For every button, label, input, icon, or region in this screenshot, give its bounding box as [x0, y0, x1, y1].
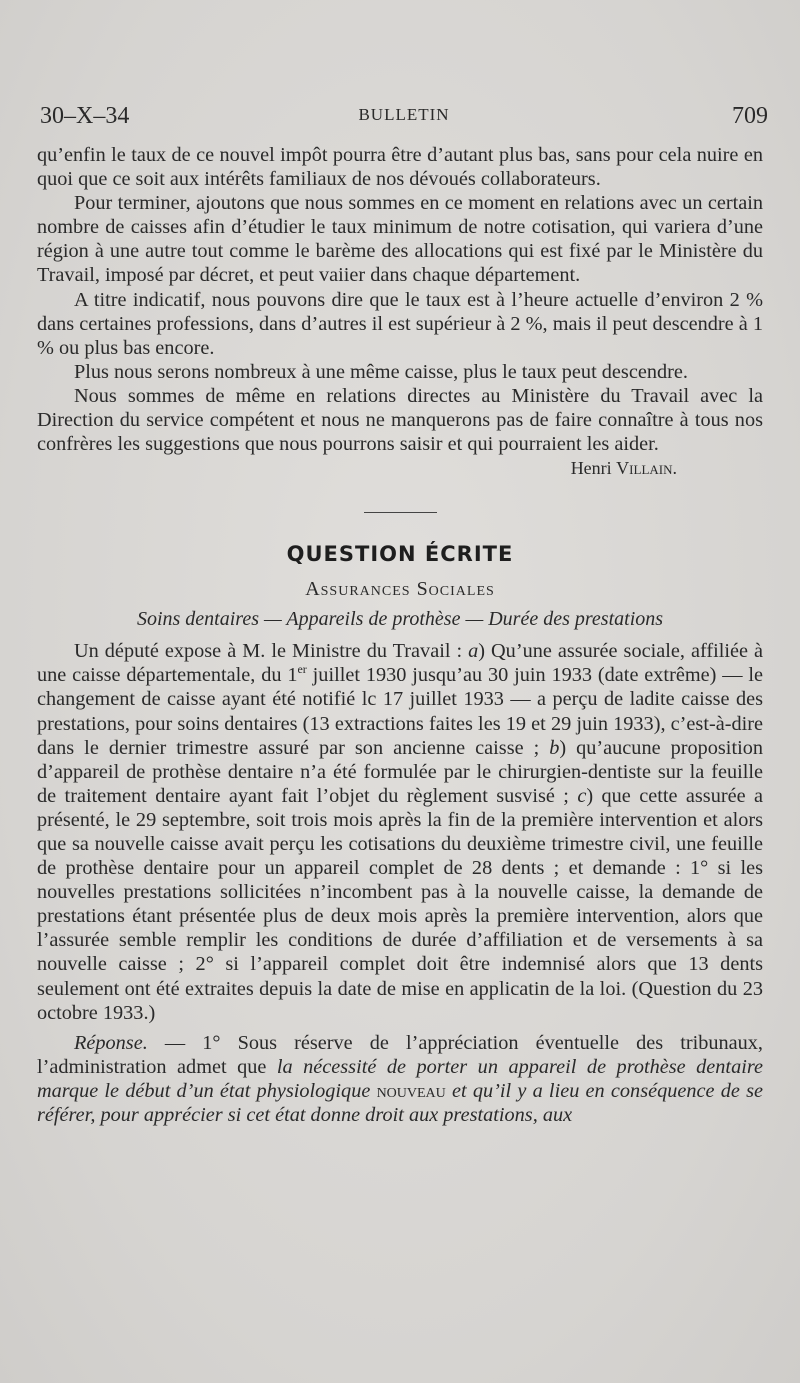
- article-paragraph: qu’enfin le taux de ce nouvel impôt pourra être d’autant plus bas, sans pour cela nuire en quoi que ce soit aux intérêts familiaux de nos dévoués collaborateurs.: [37, 144, 763, 191]
- page-number: 709: [732, 103, 768, 129]
- author-signature: [37, 456, 763, 480]
- running-header: [40, 103, 768, 137]
- issue-date: 30–X–34: [40, 103, 130, 129]
- question-paragraph: Un député expose à M. le Ministre du Travail : a) Qu’une assurée sociale, affiliée à une caisse départementale, du 1er juillet 1930 jusqu’au 30 juin 1933 (date extrême) — le changement de caisse ayant été notifié lc 17 juillet 1933 — a perçu de ladite caisse des prestations, pour soins dentaires (13 extractions faites les 19 et 29 juin 1933), c’est-à-dire dans le dernier trimestre assuré par son ancienne caisse ; b) qu’aucune proposition d’appareil de prothèse dentaire n’a été formulée par le chirurgien-dentiste sur la feuille de traitement dentaire ayant fait l’objet du règlement susvisé ; c) que cette assurée a présenté, le 29 septembre, soit trois mois après la fin de la première intervention et alors que sa nouvelle caisse avait perçu les cotisations du deuxième trimestre civil, une feuille de prothèse dentaire pour un appareil complet de 28 dents ; et demande : 1° si les nouvelles prestations sollicitées n’incombent pas à la nouvelle caisse, la demande de prestations étant présentée plus de deux mois après la première intervention, alors que l’assurée semble remplir les conditions de durée d’affiliation et de versements à sa nouvelle caisse ; 2° si l’appareil complet doit être indemnisé alors que 13 dents seulement ont été extraites depuis la date de mise en applicatin de la loi. (Question du 23 octobre 1933.): [37, 640, 764, 1024]
- reply-label: Réponse.: [74, 1031, 148, 1054]
- question-title: QUESTION ÉCRITE: [286, 542, 514, 567]
- question-section: Assurances Sociales: [305, 578, 495, 601]
- author-last-name: Villain.: [616, 458, 677, 479]
- article-paragraph: Nous sommes de même en relations directes au Ministère du Travail avec la Direction du service compétent et nous ne manquerons pas de faire connaître à tous nos confrères les suggestions que nous pourrons saisir et qui pourraient les aider.: [37, 384, 763, 456]
- section-divider: [364, 512, 437, 513]
- question-body: [37, 639, 763, 1127]
- page-body: [37, 143, 763, 1127]
- article-paragraph: A titre indicatif, nous pouvons dire que le taux est à l’heure actuelle d’environ 2 % dans certaines professions, dans d’autres il est supérieur à 2 %, mais il peut descendre à 1 % ou plus bas encore.: [37, 288, 763, 359]
- running-title: BULLETIN: [358, 105, 450, 124]
- article-paragraph: Pour terminer, ajoutons que nous sommes en ce moment en relations avec un certain nombre de caisses afin d’étudier le taux minimum de notre cotisation, qui variera d’une région à une autre tout comme le barème des allocations qui est fixé par le Ministère du Travail, imposé par décret, et peut vaiier dans chaque département.: [37, 192, 763, 287]
- reply-paragraph: Réponse. — 1° Sous réserve de l’appréciation éventuelle des tribunaux, l’administration admet que la nécessité de porter un appareil de prothèse dentaire marque le début d’un état physiologique nouveau et qu’il y a lieu en conséquence de se référer, pour apprécier si cet état donne droit aux prestations, aux: [37, 1031, 763, 1126]
- question-subject: Soins dentaires — Appareils de prothèse — Durée des prestations: [136, 608, 664, 631]
- article-paragraph: Plus nous serons nombreux à une même caisse, plus le taux peut descendre.: [74, 360, 688, 383]
- author-first-name: Henri: [570, 458, 612, 479]
